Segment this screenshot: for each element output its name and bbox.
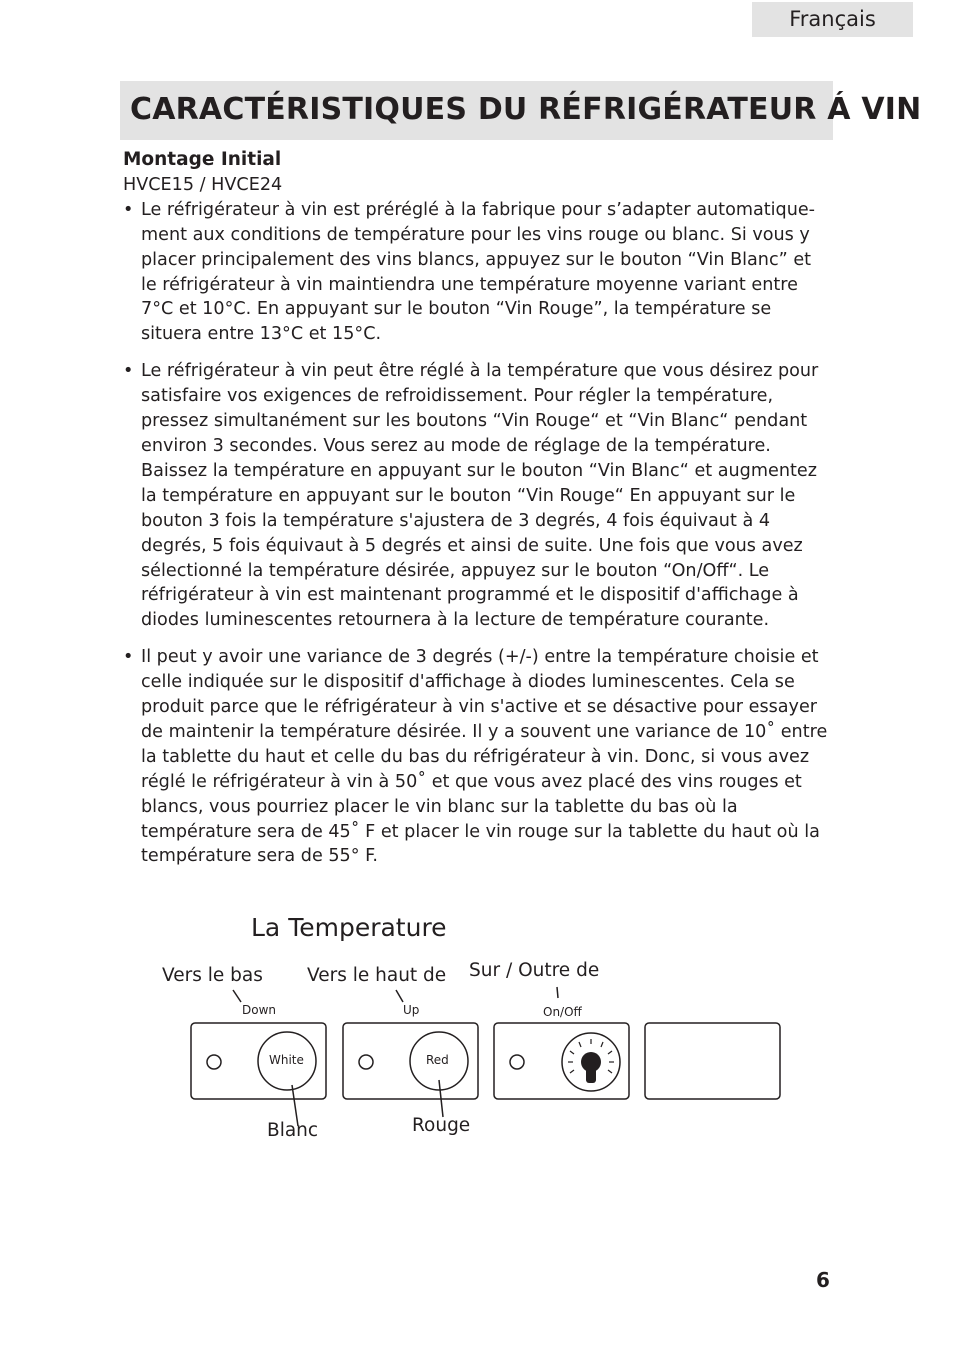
display-window <box>645 1023 780 1099</box>
red-button[interactable]: Red <box>426 1053 449 1067</box>
leader-line <box>557 987 558 998</box>
page-number: 6 <box>816 1268 830 1292</box>
bullet-marker: • <box>123 647 134 668</box>
indicator-led-icon <box>207 1055 221 1069</box>
section-heading: Montage Initial <box>123 149 282 170</box>
model-numbers: HVCE15 / HVCE24 <box>123 174 283 195</box>
panel-label-onoff: On/Off <box>543 1005 582 1019</box>
panel-label-up: Up <box>403 1003 420 1017</box>
language-tab: Français <box>752 2 913 37</box>
indicator-led-icon <box>510 1055 524 1069</box>
page-title: CARACTÉRISTIQUES DU RÉFRIGÉRATEUR Á VIN <box>130 92 922 127</box>
callout-white: Blanc <box>267 1120 319 1141</box>
bullet-text: Il peut y avoir une variance de 3 degrés (+/-) entre la température choisie et celle indiquée sur le dispositif d'affichage à diodes luminescentes. Cela se produit parce que le réfrigérateur à vin s'active et se désactive pour essayer de maintenir la température désirée. Il y a souvent une variance de 10˚ entre la tablette du haut et celle du bas du réfrigérateur à vin. Donc, si vous avez réglé le réfrigérateur à vin à 50˚ et que vous avez placé des vins rouges et blancs, vous pourriez placer le vin blanc sur la tablette du bas où la température sera de 45˚ F et placer le vin rouge sur la tablette du haut où la température sera de 55° F. <box>141 647 828 867</box>
dial-knob-icon <box>581 1052 601 1083</box>
bullet-marker: • <box>123 361 134 382</box>
indicator-led-icon <box>359 1055 373 1069</box>
callout-onoff: Sur / Outre de <box>469 960 600 981</box>
leader-line <box>396 990 403 1002</box>
bullet-text: Le réfrigérateur à vin peut être réglé à la température que vous désirez pour satisfaire vos exigences de refroidissement. Pour régler la température, pressez simultanément sur les boutons “Vin Rouge“ et “Vin Blanc“ pendant environ 3 secondes. Vous serez au mode de réglage de la température. Baissez la température en appuyant sur le bouton “Vin Blanc“ et augmentez la température en appuyant sur le bouton “Vin Rouge“ En appuyant sur le bouton 3 fois la température s'ajustera de 3 degrés, 4 fois équivaut à 4 degrés, 5 fois équivaut à 5 degrés et ainsi de suite. Une fois que vous avez sélectionné la température désirée, appuyez sur le bouton “On/Off“. Le réfrigérateur à vin est maintenant programmé et le dispositif d'affichage à diodes luminescentes retournera à la lecture de température courante. <box>141 361 819 631</box>
bullet-marker: • <box>123 199 134 220</box>
diagram-title: La Temperature <box>251 913 447 942</box>
callout-down: Vers le bas <box>162 965 263 986</box>
panel-label-down: Down <box>242 1003 277 1017</box>
bullet-text: Le réfrigérateur à vin est préréglé à la fabrique pour s’adapter automatique- ment aux conditions de température pour les vins rouge ou blanc. Si vous y placer principalement des vins blancs, appuyez sur le bouton “Vin Blanc” et le réfrigérateur à vin maintiendra une température moyenne variant entre 7°C et 10°C. En appuyant sur le bouton “Vin Rouge”, la température se situera entre 13°C et 15°C. <box>141 199 816 345</box>
callout-up: Vers le haut de <box>307 965 447 986</box>
white-button[interactable]: White <box>269 1053 304 1067</box>
leader-line <box>233 990 241 1002</box>
callout-red: Rouge <box>412 1115 471 1136</box>
